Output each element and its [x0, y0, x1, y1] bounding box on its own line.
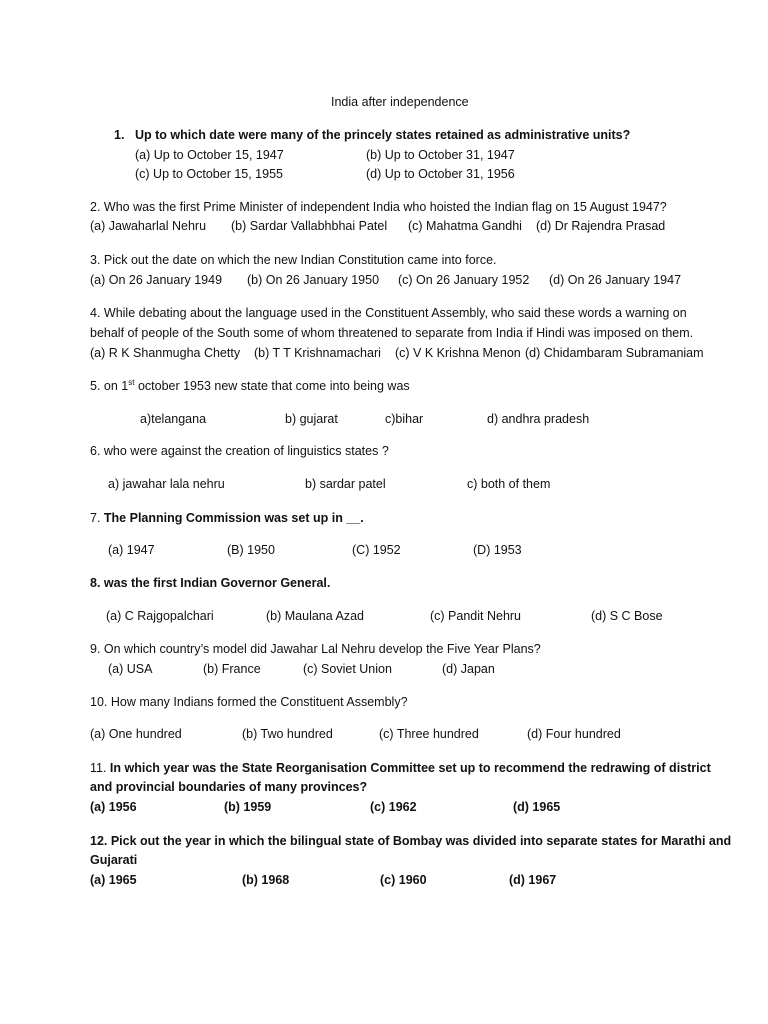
question-10-option-d: (d) Four hundred — [527, 727, 621, 741]
question-3-option-d: (d) On 26 January 1947 — [549, 273, 682, 287]
question-7-number: 7. — [90, 511, 104, 525]
question-4-option-d: (d) Chidambaram Subramaniam — [525, 346, 704, 360]
question-1-number: 1. — [114, 128, 125, 142]
question-9-text: 9. On which country’s model did Jawahar Lal Nehru develop the Five Year Plans? — [90, 642, 541, 656]
question-5-option-c: c)bihar — [385, 412, 424, 426]
question-9-option-d: (d) Japan — [442, 662, 495, 676]
question-5-option-d: d) andhra pradesh — [487, 412, 590, 426]
question-2-option-d: (d) Dr Rajendra Prasad — [536, 219, 666, 233]
question-11-number: 11. — [90, 761, 110, 775]
question-5-text — [90, 378, 410, 394]
question-11-option-c: (c) 1962 — [370, 800, 417, 814]
question-10-option-b: (b) Two hundred — [242, 727, 333, 741]
question-11-question: In which year was the State Reorganisation Committee set up to recommend the redrawing of district — [109, 761, 711, 775]
question-8-option-b: (b) Maulana Azad — [266, 609, 364, 623]
question-2-text: 2. Who was the first Prime Minister of independent India who hoisted the Indian flag on 15 August 1947? — [90, 200, 667, 214]
question-8-text: 8. was the first Indian Governor General. — [90, 576, 331, 590]
question-3-text: 3. Pick out the date on which the new Indian Constitution came into force. — [90, 253, 497, 267]
question-7-question: The Planning Commission was set up in __. — [103, 511, 364, 525]
question-12-option-d: (d) 1967 — [509, 873, 557, 887]
question-11-option-b: (b) 1959 — [224, 800, 272, 814]
question-8-option-d: (d) S C Bose — [591, 609, 663, 623]
question-7-option-b: (B) 1950 — [227, 543, 275, 557]
question-2-option-a: (a) Jawaharlal Nehru — [90, 219, 207, 233]
question-6-text: 6. who were against the creation of linguistics states ? — [90, 444, 389, 458]
question-2-option-b: (b) Sardar Vallabhbhai Patel — [231, 219, 388, 233]
question-1-option-d: (d) Up to October 31, 1956 — [366, 167, 515, 181]
question-6-option-c: c) both of them — [467, 477, 551, 491]
question-5-option-b: b) gujarat — [285, 412, 338, 426]
question-9-option-b: (b) France — [203, 662, 261, 676]
question-4-option-b: (b) T T Krishnamachari — [254, 346, 381, 360]
question-3-option-b: (b) On 26 January 1950 — [247, 273, 380, 287]
question-12-option-c: (c) 1960 — [380, 873, 427, 887]
question-7-option-c: (C) 1952 — [352, 543, 401, 557]
question-12-option-b: (b) 1968 — [242, 873, 290, 887]
question-1-option-c: (c) Up to October 15, 1955 — [135, 167, 283, 181]
document-title: India after independence — [331, 95, 469, 109]
question-5-option-a: a)telangana — [140, 412, 207, 426]
question-12-text-line-2: Gujarati — [90, 853, 138, 867]
question-4-text-line-2: behalf of people of the South some of whom threatened to separate from India if Hindi was imposed on them. — [90, 326, 694, 340]
question-11-text-line-2: and provincial boundaries of many provinces? — [90, 780, 368, 794]
question-7-text — [90, 510, 364, 526]
question-11-text-line-1 — [90, 760, 711, 776]
question-4-option-a: (a) R K Shanmugha Chetty — [90, 346, 241, 360]
question-11-option-d: (d) 1965 — [513, 800, 561, 814]
question-8-option-a: (a) C Rajgopalchari — [106, 609, 214, 623]
question-1-option-b: (b) Up to October 31, 1947 — [366, 148, 515, 162]
question-10-option-a: (a) One hundred — [90, 727, 182, 741]
question-3-option-a: (a) On 26 January 1949 — [90, 273, 223, 287]
question-11-option-a: (a) 1956 — [90, 800, 137, 814]
question-12-option-a: (a) 1965 — [90, 873, 137, 887]
question-4-text-line-1: 4. While debating about the language used in the Constituent Assembly, who said these words a warning on — [90, 306, 687, 320]
question-6-option-b: b) sardar patel — [305, 477, 386, 491]
question-7-option-d: (D) 1953 — [473, 543, 522, 557]
question-2-option-c: (c) Mahatma Gandhi — [408, 219, 522, 233]
question-5-ordinal-suffix: st — [128, 377, 135, 387]
question-5-text-start: 5. on 1 — [90, 379, 129, 393]
question-8-option-c: (c) Pandit Nehru — [430, 609, 522, 623]
question-12-text-line-1: 12. Pick out the year in which the bilingual state of Bombay was divided into separate states for Marathi and — [90, 834, 732, 848]
question-3-option-c: (c) On 26 January 1952 — [398, 273, 530, 287]
question-7-option-a: (a) 1947 — [108, 543, 155, 557]
question-5-text-end: october 1953 new state that come into being was — [134, 379, 410, 393]
question-10-text: 10. How many Indians formed the Constituent Assembly? — [90, 695, 408, 709]
question-1-option-a: (a) Up to October 15, 1947 — [135, 148, 284, 162]
question-1-text: Up to which date were many of the princely states retained as administrative units? — [135, 128, 631, 142]
question-10-option-c: (c) Three hundred — [379, 727, 479, 741]
question-9-option-a: (a) USA — [108, 662, 153, 676]
question-6-option-a: a) jawahar lala nehru — [108, 477, 225, 491]
question-9-option-c: (c) Soviet Union — [303, 662, 392, 676]
question-4-option-c: (c) V K Krishna Menon — [395, 346, 521, 360]
